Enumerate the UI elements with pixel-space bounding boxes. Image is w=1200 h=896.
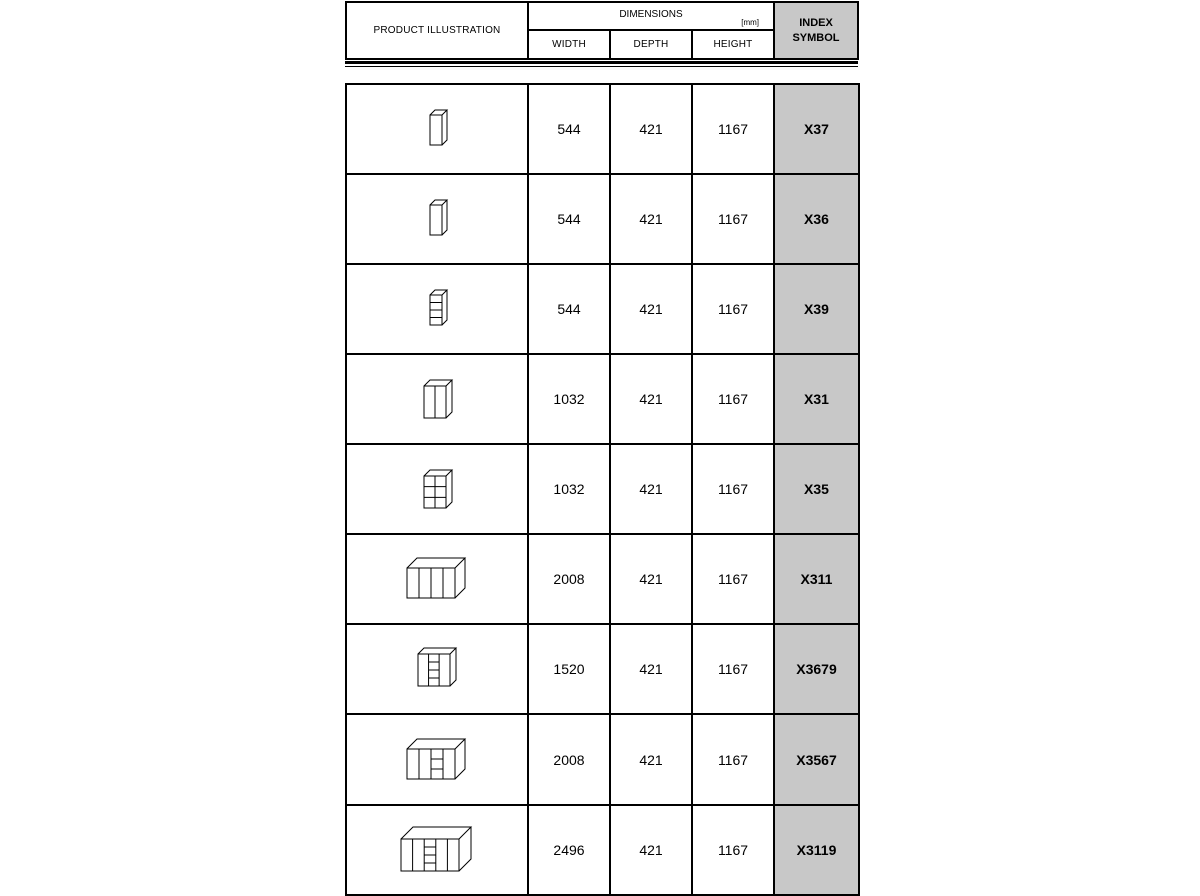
depth-cell: 421 — [610, 534, 692, 624]
width-cell: 1032 — [528, 354, 610, 444]
height-cell: 1167 — [692, 354, 774, 444]
header-divider-thin — [345, 66, 858, 67]
depth-cell: 421 — [610, 444, 692, 534]
depth-cell: 421 — [610, 624, 692, 714]
product-illustration-cell — [346, 805, 528, 895]
height-cell: 1167 — [692, 174, 774, 264]
unit-label: [mm] — [741, 18, 759, 27]
height-header: HEIGHT — [692, 30, 774, 59]
width-cell: 1032 — [528, 444, 610, 534]
index-symbol-cell: X3119 — [774, 805, 859, 895]
height-cell: 1167 — [692, 444, 774, 534]
quad-cabinet-mixed-icon — [397, 735, 477, 785]
height-cell: 1167 — [692, 624, 774, 714]
table-header — [345, 1, 857, 60]
table-row — [346, 805, 859, 895]
index-symbol-cell: X36 — [774, 174, 859, 264]
height-cell: 1167 — [692, 534, 774, 624]
table-row — [346, 714, 859, 805]
symbol-label: SYMBOL — [792, 31, 840, 44]
width-cell: 2008 — [528, 534, 610, 624]
index-symbol-cell: X37 — [774, 84, 859, 174]
width-cell: 544 — [528, 84, 610, 174]
index-label: INDEX — [799, 16, 833, 29]
width-cell: 1520 — [528, 624, 610, 714]
product-illustration-cell — [346, 534, 528, 624]
table-row — [346, 534, 859, 624]
index-symbol-header — [774, 2, 858, 59]
product-illustration-cell — [346, 444, 528, 534]
header-divider-thick — [345, 61, 858, 64]
index-symbol-cell: X31 — [774, 354, 859, 444]
index-symbol-cell: X35 — [774, 444, 859, 534]
product-illustration-cell — [346, 84, 528, 174]
double-cabinet-closed-icon — [402, 374, 472, 424]
product-illustration-cell — [346, 264, 528, 354]
depth-cell: 421 — [610, 354, 692, 444]
double-cabinet-glass-icon — [402, 464, 472, 514]
dimensions-header — [528, 2, 774, 30]
width-cell: 2008 — [528, 714, 610, 805]
triple-cabinet-mixed-icon — [402, 644, 472, 694]
product-illustration-cell — [346, 174, 528, 264]
height-cell: 1167 — [692, 264, 774, 354]
width-cell: 544 — [528, 264, 610, 354]
depth-cell: 421 — [610, 174, 692, 264]
width-cell: 2496 — [528, 805, 610, 895]
table-row — [346, 444, 859, 534]
dimensions-label: DIMENSIONS — [619, 9, 683, 20]
five-section-cabinet-icon — [395, 825, 479, 875]
index-symbol-cell: X311 — [774, 534, 859, 624]
table-row — [346, 264, 859, 354]
height-cell: 1167 — [692, 805, 774, 895]
height-cell: 1167 — [692, 714, 774, 805]
quad-cabinet-closed-icon — [397, 554, 477, 604]
product-illustration-header: PRODUCT ILLUSTRATION — [346, 2, 528, 59]
depth-cell: 421 — [610, 714, 692, 805]
index-symbol-cell: X3679 — [774, 624, 859, 714]
table-row — [346, 354, 859, 444]
width-cell: 544 — [528, 174, 610, 264]
product-illustration-cell — [346, 624, 528, 714]
height-cell: 1167 — [692, 84, 774, 174]
width-header: WIDTH — [528, 30, 610, 59]
table-row — [346, 84, 859, 174]
table-row — [346, 624, 859, 714]
depth-cell: 421 — [610, 84, 692, 174]
index-symbol-cell: X39 — [774, 264, 859, 354]
product-illustration-cell — [346, 354, 528, 444]
depth-header: DEPTH — [610, 30, 692, 59]
depth-cell: 421 — [610, 264, 692, 354]
narrow-cabinet-closed-icon — [402, 194, 472, 244]
table-row — [346, 174, 859, 264]
narrow-cabinet-closed-icon — [402, 104, 472, 154]
depth-cell: 421 — [610, 805, 692, 895]
product-table — [345, 83, 858, 896]
product-illustration-cell — [346, 714, 528, 805]
narrow-bookcase-open-icon — [402, 284, 472, 334]
index-symbol-cell: X3567 — [774, 714, 859, 805]
